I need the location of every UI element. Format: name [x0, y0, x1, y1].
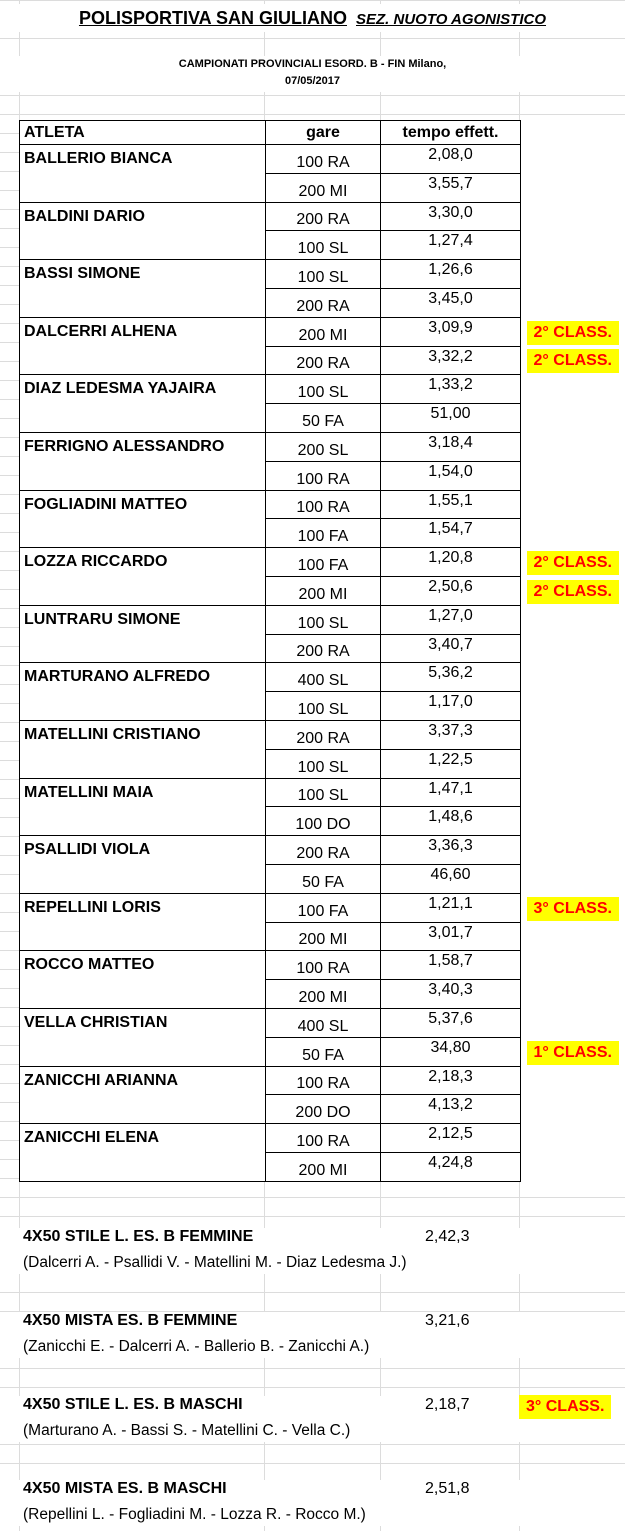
- classification-cell: [521, 922, 625, 951]
- race-cell: 400 SL: [266, 663, 381, 692]
- classification-cell: [521, 836, 625, 865]
- athlete-name-cell: [20, 807, 266, 836]
- table-row: [20, 519, 625, 548]
- table-row: [20, 576, 625, 605]
- time-cell: 1,55,1: [381, 490, 521, 519]
- table-row: [20, 749, 625, 778]
- athlete-name-cell: PSALLIDI VIOLA: [20, 836, 266, 865]
- race-cell: 100 SL: [266, 749, 381, 778]
- time-cell: 3,55,7: [381, 173, 521, 202]
- athlete-name-cell: DIAZ LEDESMA YAJAIRA: [20, 375, 266, 404]
- athlete-name-cell: [20, 1152, 266, 1181]
- race-cell: 100 SL: [266, 605, 381, 634]
- table-row: [20, 1152, 625, 1181]
- classification-cell: [521, 346, 625, 375]
- athlete-name-cell: [20, 519, 266, 548]
- race-cell: 100 DO: [266, 807, 381, 836]
- race-cell: 50 FA: [266, 404, 381, 433]
- athlete-name-cell: ZANICCHI ARIANNA: [20, 1066, 266, 1095]
- race-cell: 200 RA: [266, 836, 381, 865]
- race-cell: 100 RA: [266, 490, 381, 519]
- classification-badge: 2° CLASS.: [527, 580, 619, 604]
- table-row: [20, 922, 625, 951]
- race-cell: 100 FA: [266, 548, 381, 577]
- athlete-name-cell: MARTURANO ALFREDO: [20, 663, 266, 692]
- relay-members: (Repellini L. - Fogliadini M. - Lozza R. - Rocco M.): [23, 1506, 366, 1523]
- race-cell: 200 RA: [266, 288, 381, 317]
- race-cell: 100 RA: [266, 1124, 381, 1153]
- time-cell: 2,50,6: [381, 576, 521, 605]
- time-cell: 5,37,6: [381, 1008, 521, 1037]
- table-row: [20, 260, 625, 289]
- club-name: POLISPORTIVA SAN GIULIANO: [78, 8, 347, 28]
- athlete-name-cell: LOZZA RICCARDO: [20, 548, 266, 577]
- race-cell: 100 SL: [266, 692, 381, 721]
- time-cell: 5,36,2: [381, 663, 521, 692]
- classification-cell: [521, 778, 625, 807]
- relay-title: 4X50 STILE L. ES. B FEMMINE: [23, 1228, 254, 1245]
- time-cell: 2,12,5: [381, 1124, 521, 1153]
- relay-title: 4X50 STILE L. ES. B MASCHI: [23, 1396, 243, 1413]
- time-cell: 1,33,2: [381, 375, 521, 404]
- athlete-name-cell: [20, 1037, 266, 1066]
- athlete-name-cell: [20, 576, 266, 605]
- time-cell: 1,47,1: [381, 778, 521, 807]
- classification-cell: [521, 634, 625, 663]
- time-cell: 1,54,0: [381, 461, 521, 490]
- classification-badge: 3° CLASS.: [527, 897, 619, 921]
- time-cell: 3,09,9: [381, 317, 521, 346]
- race-cell: 200 MI: [266, 922, 381, 951]
- classification-cell: [521, 807, 625, 836]
- classification-badge: 2° CLASS.: [527, 551, 619, 575]
- column-header-race: gare: [266, 121, 381, 145]
- race-cell: 50 FA: [266, 1037, 381, 1066]
- table-row: [20, 490, 625, 519]
- table-row: [20, 231, 625, 260]
- athlete-name-cell: [20, 404, 266, 433]
- classification-cell: [521, 1152, 625, 1181]
- classification-cell: [521, 1008, 625, 1037]
- athlete-name-cell: ZANICCHI ELENA: [20, 1124, 266, 1153]
- classification-cell: [521, 605, 625, 634]
- athlete-name-cell: DALCERRI ALHENA: [20, 317, 266, 346]
- time-cell: 3,32,2: [381, 346, 521, 375]
- athlete-name-cell: VELLA CHRISTIAN: [20, 1008, 266, 1037]
- table-row: [20, 548, 625, 577]
- time-cell: 1,21,1: [381, 893, 521, 922]
- classification-cell: [521, 749, 625, 778]
- time-cell: 4,24,8: [381, 1152, 521, 1181]
- relay-entry: [0, 1480, 625, 1526]
- athlete-name-cell: MATELLINI MAIA: [20, 778, 266, 807]
- table-row: [20, 317, 625, 346]
- table-row: [20, 432, 625, 461]
- classification-badge: 2° CLASS.: [527, 321, 619, 345]
- time-cell: 2,08,0: [381, 145, 521, 174]
- classification-cell: [521, 692, 625, 721]
- athlete-name-cell: [20, 749, 266, 778]
- race-cell: 200 RA: [266, 634, 381, 663]
- classification-cell: [521, 145, 625, 174]
- classification-cell: [521, 1037, 625, 1066]
- athlete-name-cell: LUNTRARU SIMONE: [20, 605, 266, 634]
- classification-cell: [521, 461, 625, 490]
- relay-members: (Dalcerri A. - Psallidi V. - Matellini M. - Diaz Ledesma J.): [23, 1254, 407, 1271]
- column-header-athlete: ATLETA: [20, 121, 266, 145]
- race-cell: 100 RA: [266, 1066, 381, 1095]
- event-info: [0, 56, 625, 92]
- athlete-name-cell: FERRIGNO ALESSANDRO: [20, 432, 266, 461]
- table-row: [20, 634, 625, 663]
- relay-members: (Marturano A. - Bassi S. - Matellini C. - Vella C.): [23, 1422, 351, 1439]
- event-line-1: CAMPIONATI PROVINCIALI ESORD. B - FIN Milano,: [178, 58, 447, 70]
- classification-cell: [521, 864, 625, 893]
- classification-cell: [521, 663, 625, 692]
- table-row: [20, 288, 625, 317]
- classification-cell: [521, 980, 625, 1009]
- table-row: [20, 346, 625, 375]
- race-cell: 200 MI: [266, 317, 381, 346]
- race-cell: 200 MI: [266, 980, 381, 1009]
- classification-cell: [521, 519, 625, 548]
- classification-cell: [521, 432, 625, 461]
- time-cell: 1,58,7: [381, 951, 521, 980]
- race-cell: 200 RA: [266, 202, 381, 231]
- table-row: [20, 1095, 625, 1124]
- athlete-name-cell: [20, 461, 266, 490]
- time-cell: 1,17,0: [381, 692, 521, 721]
- race-cell: 200 MI: [266, 173, 381, 202]
- race-cell: 100 RA: [266, 145, 381, 174]
- relay-entry: [0, 1396, 625, 1442]
- classification-cell: [521, 1124, 625, 1153]
- athlete-name-cell: BALLERIO BIANCA: [20, 145, 266, 174]
- time-cell: 3,40,3: [381, 980, 521, 1009]
- race-cell: 200 MI: [266, 576, 381, 605]
- time-cell: 1,26,6: [381, 260, 521, 289]
- race-cell: 200 RA: [266, 720, 381, 749]
- classification-cell: [521, 202, 625, 231]
- table-header-row: [20, 121, 625, 145]
- relay-title: 4X50 MISTA ES. B MASCHI: [23, 1480, 227, 1497]
- table-row: [20, 663, 625, 692]
- relay-time: 2,42,3: [425, 1228, 470, 1245]
- table-row: [20, 893, 625, 922]
- race-cell: 100 RA: [266, 461, 381, 490]
- time-cell: 3,36,3: [381, 836, 521, 865]
- athlete-name-cell: MATELLINI CRISTIANO: [20, 720, 266, 749]
- classification-cell: [521, 231, 625, 260]
- table-row: [20, 375, 625, 404]
- classification-cell: [521, 548, 625, 577]
- relay-entry: [0, 1228, 625, 1274]
- event-line-2: 07/05/2017: [284, 75, 341, 87]
- table-row: [20, 1066, 625, 1095]
- table-row: [20, 692, 625, 721]
- time-cell: 1,27,0: [381, 605, 521, 634]
- classification-cell: [521, 576, 625, 605]
- relay-time: 2,51,8: [425, 1480, 470, 1497]
- classification-cell: [521, 317, 625, 346]
- classification-cell: [521, 173, 625, 202]
- athlete-name-cell: BALDINI DARIO: [20, 202, 266, 231]
- table-row: [20, 202, 625, 231]
- table-row: [20, 1124, 625, 1153]
- race-cell: 100 SL: [266, 260, 381, 289]
- table-row: [20, 980, 625, 1009]
- race-cell: 100 RA: [266, 951, 381, 980]
- race-cell: 200 MI: [266, 1152, 381, 1181]
- classification-badge: 3° CLASS.: [519, 1395, 611, 1419]
- classification-cell: [521, 720, 625, 749]
- table-row: [20, 807, 625, 836]
- table-row: [20, 1037, 625, 1066]
- results-table: [19, 120, 625, 1182]
- table-row: [20, 836, 625, 865]
- athlete-name-cell: [20, 922, 266, 951]
- race-cell: 100 SL: [266, 231, 381, 260]
- relay-members: (Zanicchi E. - Dalcerri A. - Ballerio B. - Zanicchi A.): [23, 1338, 370, 1355]
- table-row: [20, 720, 625, 749]
- race-cell: 100 SL: [266, 375, 381, 404]
- athlete-name-cell: [20, 634, 266, 663]
- athlete-name-cell: ROCCO MATTEO: [20, 951, 266, 980]
- athlete-name-cell: [20, 231, 266, 260]
- table-row: [20, 461, 625, 490]
- classification-cell: [521, 1066, 625, 1095]
- athlete-name-cell: REPELLINI LORIS: [20, 893, 266, 922]
- time-cell: 3,45,0: [381, 288, 521, 317]
- race-cell: 400 SL: [266, 1008, 381, 1037]
- classification-cell: [521, 288, 625, 317]
- classification-badge: 1° CLASS.: [527, 1041, 619, 1065]
- athlete-name-cell: FOGLIADINI MATTEO: [20, 490, 266, 519]
- time-cell: 46,60: [381, 864, 521, 893]
- athlete-name-cell: [20, 346, 266, 375]
- page-title: [0, 4, 625, 32]
- race-cell: 200 DO: [266, 1095, 381, 1124]
- race-cell: 200 SL: [266, 432, 381, 461]
- table-row: [20, 173, 625, 202]
- classification-cell: [521, 893, 625, 922]
- classification-cell: [521, 260, 625, 289]
- section-name: SEZ. NUOTO AGONISTICO: [356, 11, 547, 28]
- time-cell: 1,20,8: [381, 548, 521, 577]
- relay-entry: [0, 1312, 625, 1358]
- time-cell: 51,00: [381, 404, 521, 433]
- time-cell: 34,80: [381, 1037, 521, 1066]
- column-header-time: tempo effett.: [381, 121, 521, 145]
- time-cell: 3,40,7: [381, 634, 521, 663]
- time-cell: 1,48,6: [381, 807, 521, 836]
- relay-time: 3,21,6: [425, 1312, 470, 1329]
- time-cell: 3,30,0: [381, 202, 521, 231]
- race-cell: 50 FA: [266, 864, 381, 893]
- time-cell: 1,54,7: [381, 519, 521, 548]
- athlete-name-cell: [20, 1095, 266, 1124]
- table-row: [20, 778, 625, 807]
- time-cell: 3,01,7: [381, 922, 521, 951]
- athlete-name-cell: [20, 692, 266, 721]
- time-cell: 1,27,4: [381, 231, 521, 260]
- race-cell: 100 SL: [266, 778, 381, 807]
- column-header-class: [521, 121, 625, 145]
- athlete-name-cell: [20, 980, 266, 1009]
- time-cell: 3,18,4: [381, 432, 521, 461]
- race-cell: 200 RA: [266, 346, 381, 375]
- athlete-name-cell: [20, 864, 266, 893]
- table-row: [20, 864, 625, 893]
- table-row: [20, 145, 625, 174]
- classification-cell: [521, 951, 625, 980]
- classification-badge: 2° CLASS.: [527, 349, 619, 373]
- table-row: [20, 1008, 625, 1037]
- relay-title: 4X50 MISTA ES. B FEMMINE: [23, 1312, 238, 1329]
- classification-cell: [521, 404, 625, 433]
- relay-time: 2,18,7: [425, 1396, 470, 1413]
- athlete-name-cell: BASSI SIMONE: [20, 260, 266, 289]
- table-row: [20, 951, 625, 980]
- race-cell: 100 FA: [266, 519, 381, 548]
- table-row: [20, 404, 625, 433]
- race-cell: 100 FA: [266, 893, 381, 922]
- athlete-name-cell: [20, 288, 266, 317]
- classification-cell: [521, 1095, 625, 1124]
- table-row: [20, 605, 625, 634]
- athlete-name-cell: [20, 173, 266, 202]
- time-cell: 3,37,3: [381, 720, 521, 749]
- time-cell: 2,18,3: [381, 1066, 521, 1095]
- time-cell: 4,13,2: [381, 1095, 521, 1124]
- classification-cell: [521, 375, 625, 404]
- classification-cell: [521, 490, 625, 519]
- time-cell: 1,22,5: [381, 749, 521, 778]
